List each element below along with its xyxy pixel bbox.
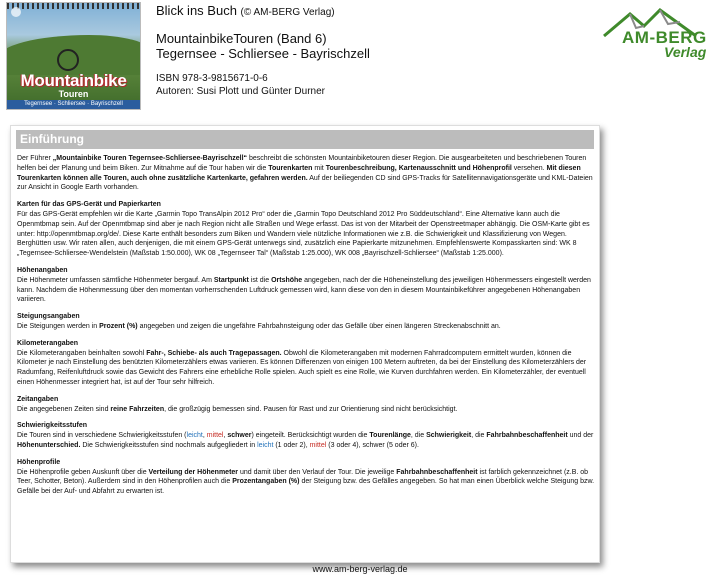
profile-paragraph: Die Höhenprofile geben Auskunft über die Verteilung der Höhenmeter und damit über den Verlauf der Tour. Die jeweilige Fahrbahnbeschaffenheit ist farblich gekennzeichnet (z.B. ob Teer, Schotter, Beton). Außerdem sind in den Höhenprofilen auch die Prozentangaben (%) der Steigung bzw. des Gefälles angegeben. So hat man einen Überblick welche Steigung bzw. Gefälle bei der Auf- und Abfahrt zu erwarten ist. (17, 468, 595, 496)
schwierig-title: Schwierigkeitsstufen (17, 422, 88, 430)
logo-text-amberg: AM-BERG (622, 28, 707, 47)
blick-ins-buch (156, 3, 335, 18)
book-cover-image (6, 2, 141, 110)
karten-paragraph: Für das GPS-Gerät empfehlen wir die Karte „Garmin Topo TransAlpin 2012 Pro“ oder die „Garmin Topo Deutschland 2012 Pro Süddeutschland“. Eine Alternative kann auch die Openmtbmap sein. Auf der Openmtbmap sind aber je nach Region nicht alle Straßen und Wege erfasst. Das ist von der Mitarbeit der Openstreetmaper abhängig. Die OSM-Karte gibt es unter: http://openmtbmap.org/de/. Diese Karte enthält besonders zum Biken und Wandern viele nützliche Informationen wie z.B. die Schwierigkeit und Klassifizierung von Wegen. Berghütten usw. Wir raten allen, auch denjenigen, die mit einem GPS-Gerät unterwegs sind, zusätzlich eine Papierkarte mitzunehmen. Empfehlenswerte Kompasskarten sind: WK 8 „Tegernsee-Schliersee-Wendelstein (Maßstab 1:50.000), WK 08 „Tegernseer Tal“ (Maßstab 1:25.000), WK 008 „Bayrischzell-Schliersee“ (Maßstab 1:25.000). (17, 210, 590, 258)
cover-biker-icon (57, 49, 79, 71)
am-berg-logo[interactable] (600, 6, 718, 64)
introduction-panel (10, 125, 600, 563)
book-title: MountainbikeTouren (Band 6) (156, 31, 327, 46)
karten-title: Karten für das GPS-Gerät und Papierkarten (17, 201, 161, 209)
zeit-paragraph: Die angegebenen Zeiten sind reine Fahrzeiten, die großzügig bemessen sind. Pausen für Rast und zur Orientierung sind nicht berücksichtigt. (17, 405, 458, 413)
copyright-label: (© AM-BERG Verlag) (240, 7, 335, 18)
panel-body (17, 154, 595, 497)
cover-logo-icon (11, 7, 21, 17)
steigung-paragraph: Die Steigungen werden in Prozent (%) angegeben und zeigen die ungefähre Fahrbahnsteigung oder das Gefälle über einen längeren Streckenabschnitt an. (17, 322, 501, 330)
blick-label: Blick ins Buch (156, 3, 237, 18)
logo-text-verlag: Verlag (664, 44, 707, 60)
authors: Autoren: Susi Plott und Günter Durner (156, 86, 325, 97)
cover-band: Tegernsee · Schliersee · Bayrischzell (7, 100, 140, 109)
intro-paragraph: Der Führer „Mountainbike Touren Tegernsee-Schliersee-Bayrischzell“ beschreibt die schönsten Mountainbiketouren dieser Region. Die ausgearbeiteten und beschriebenen Touren helfen bei der Planung und beim Biken. Zur Mitnahme auf die Tour haben wir die Tourenkarten mit Tourenbeschreibung, Kartenausschnitt und Höhenprofil versehen. Mit diesen Tourenkarten können alle Touren, auch ohne zusätzliche Kartenkarte, gefahren werden. Auf der beiliegenden CD sind GPS-Tracks für Satellitennavigationsgeräte und KML-Dateien zur Ansicht in Google Earth vorhanden. (17, 155, 593, 192)
profile-title: Höhenprofile (17, 458, 61, 466)
panel-heading: Einführung (16, 130, 594, 149)
kilometer-title: Kilometerangaben (17, 339, 79, 347)
kilometer-paragraph: Die Kilometerangaben beinhalten sowohl Fahr-, Schiebe- als auch Tragepassagen. Obwohl die Kilometerangaben mit modernen Fahrradcomputern ermittelt wurden, können die Kilometer je nach Einstellung des benützten Kilometerzählers etwas variieren. Es können Differenzen von einigen 100 Metern auftreten, da bei der Einstellung des Kilometerzählers der Radumfang, Reifenluftdruck sowie das Gewicht des Fahrers eine erhebliche Rolle spielen. Auch spielt es eine Rolle, wie Kurven durchfahren werden. Ein Kilometerzähler, der eventuell einen Höhenmesser integriert hat, ist auf der Tour sehr hilfreich. (17, 349, 587, 386)
footer-url-link[interactable]: www.am-berg-verlag.de (312, 564, 408, 574)
cover-title: Mountainbike (20, 71, 127, 90)
schwierig-paragraph: Die Touren sind in verschiedene Schwierigkeitsstufen (leicht, mittel, schwer) eingeteilt. Berücksichtigt wurden die Tourenlänge, die Schwierigkeit, die Fahrbahnbeschaffenheit und der Höhenunterschied. Die Schwierigkeitsstufen sind nochmals aufgegliedert in leicht (1 oder 2), mittel (3 oder 4), schwer (5 oder 6). (17, 432, 594, 449)
zeit-title: Zeitangaben (17, 395, 59, 403)
hoehen-title: Höhenangaben (17, 266, 68, 274)
hoehen-paragraph: Die Höhenmeter umfassen sämtliche Höhenmeter bergauf. Am Startpunkt ist die Ortshöhe angegeben, nach der die Höheneinstellung des jeweiligen Höhenmessers eingestellt werden kann. Nachdem die Höhenmessung über den momentan vorherrschenden Luftdruck gemessen wird, kann diese von den in diesem Mountainbikeführer angegebenen Höhenangaben variieren. (17, 276, 591, 304)
cover-spiral-binding (7, 3, 140, 9)
isbn: ISBN 978-3-9815671-0-6 (156, 73, 268, 84)
cover-subtitle: Touren (58, 89, 89, 99)
book-subtitle: Tegernsee - Schliersee - Bayrischzell (156, 46, 370, 61)
steigung-title: Steigungsangaben (17, 313, 80, 321)
